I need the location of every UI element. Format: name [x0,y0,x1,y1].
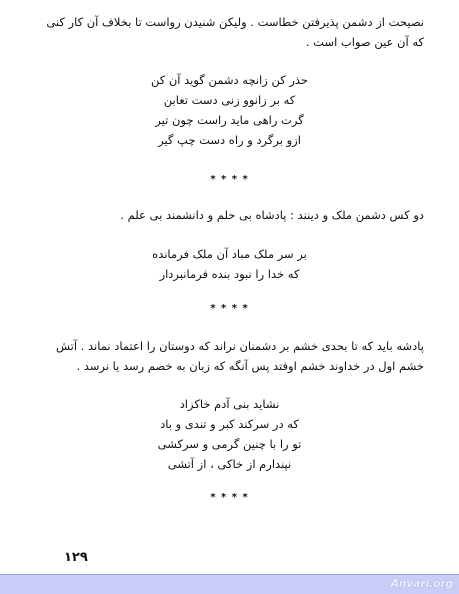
verse-line: که بر زانوو زنی دست تغابن [163,93,296,107]
verse-1 [0,70,459,150]
verse-line: ازو برگرد و راه دست چپ گیر [158,133,301,147]
verse-line: بر سر ملک مباد آن ملک فرمانده [152,247,307,261]
page-number: ۱۲۹ [64,550,88,565]
paragraph-3: پادشه باید که تا بحدی خشم بر دشمنان نراند که دوستان را اعتماد نماند . آتش خشم اول در خداوند خشم اوفتد پس آنگه که زبان به خصم رسد یا نرسد . [56,339,424,373]
verse-line: نپندارم از خاکی ، از آتشی [167,457,292,471]
verse-line: حذر کن زانچه دشمن گوید آن کن [150,73,309,87]
paragraph-2: دو کس دشمن ملک و دینند : پادشاه بی حلم و دانشمند بی علم . [120,208,424,222]
section-separator: * * * * [210,174,249,185]
footer-brand-logo: Anvari.org [390,578,453,590]
paragraph-1: نصیحت از دشمن پذیرفتن خطاست . ولیکن شنیدن رواست تا بخلاف آن کار کنی که آن عین صواب است . [46,15,424,49]
section-separator: * * * * [210,303,249,314]
verse-line: که خدا را نبود بنده فرمانبردار [159,267,300,281]
verse-line: گرت راهی ماید راست چون تیر [155,113,304,127]
verse-line: تو را با چنین گرمی و سرکشی [157,437,302,451]
verse-3 [0,394,459,474]
section-separator: * * * * [210,492,249,503]
verse-2 [0,244,459,284]
footer-bar [0,574,459,594]
verse-line: که در سرکند کبر و تندی و باد [160,417,299,431]
verse-line: نشاید بنی آدم خاکزاد [179,397,280,411]
